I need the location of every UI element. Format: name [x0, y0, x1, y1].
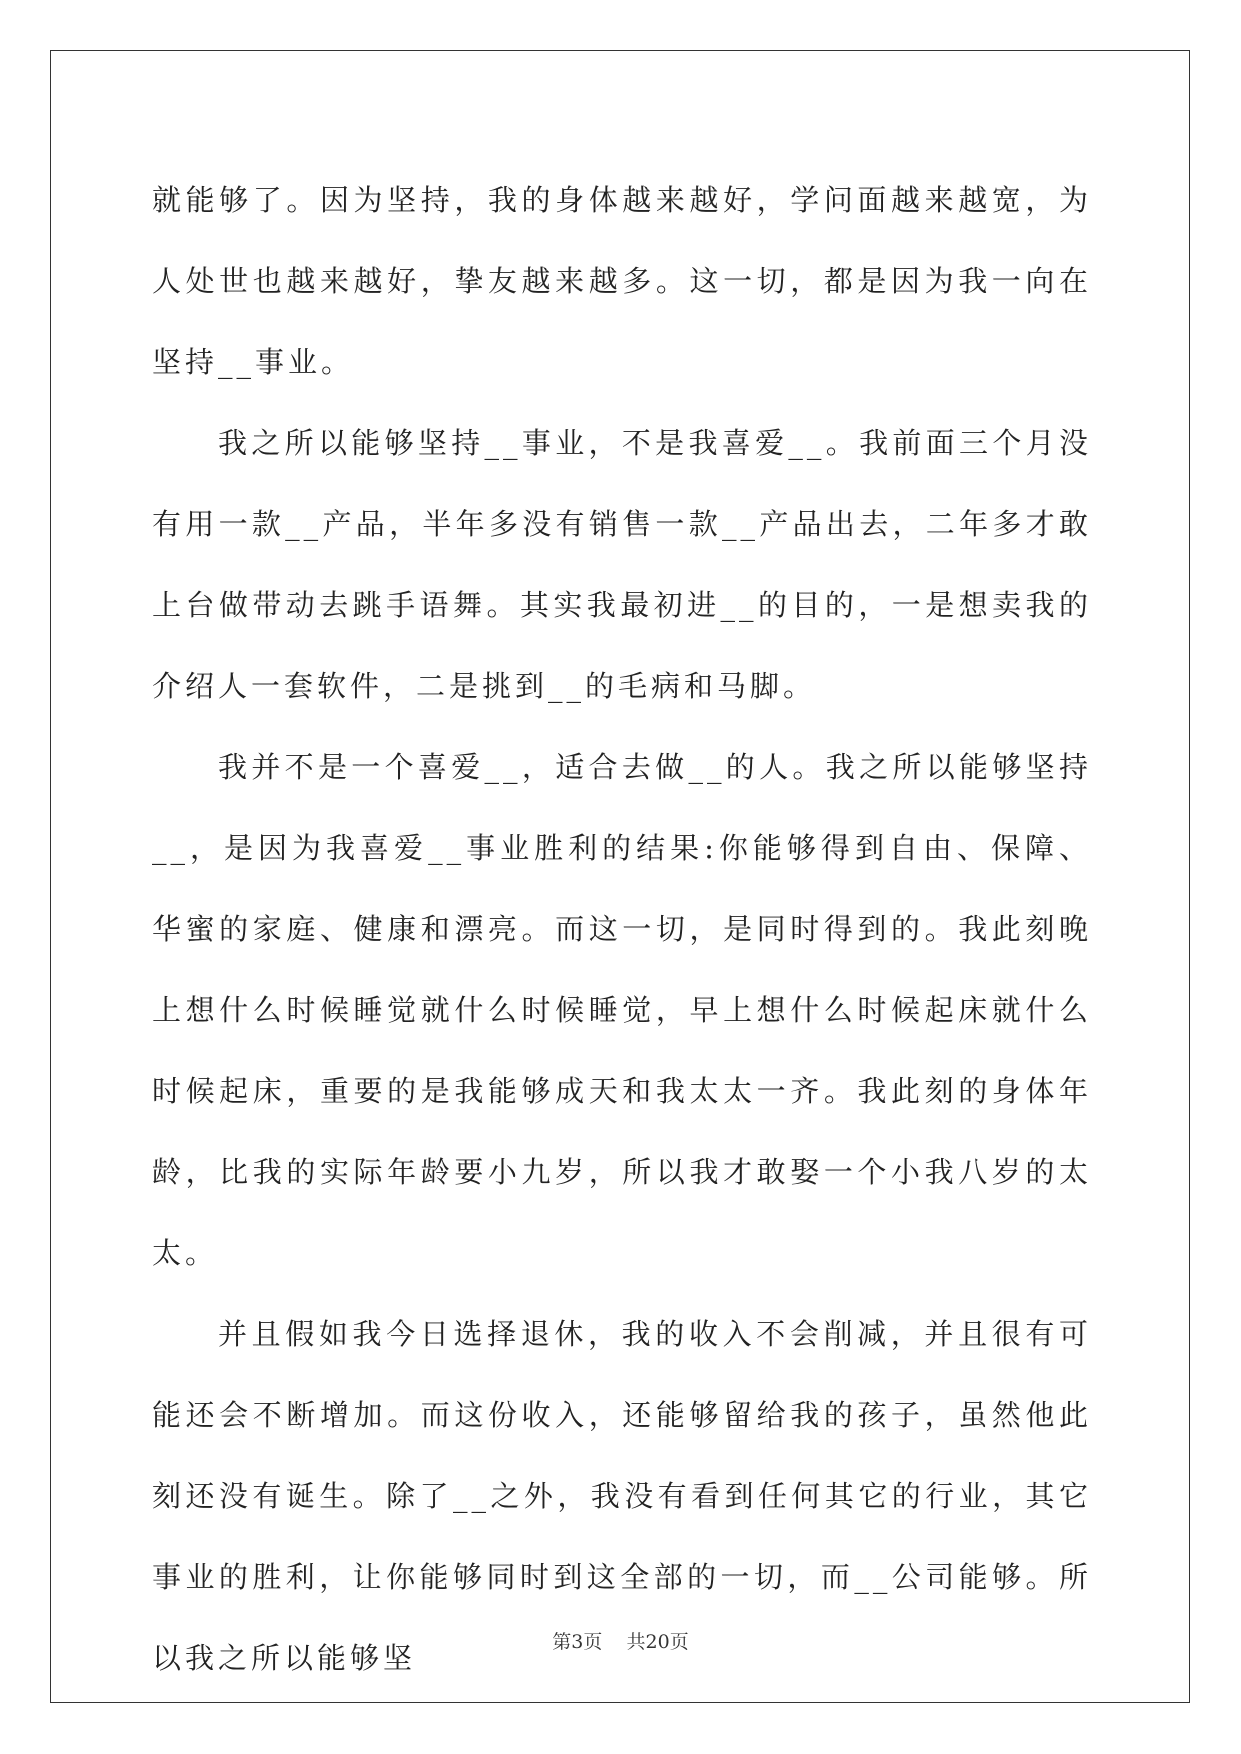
document-body — [152, 160, 1092, 1699]
paragraph-2: 我之所以能够坚持__事业，不是我喜爱__。我前面三个月没有用一款__产品，半年多没有销售一款__产品出去，二年多才敢上台做带动去跳手语舞。其实我最初进__的目的，一是想卖我的介绍人一套软件，二是挑到__的毛病和马脚。 — [152, 426, 1092, 703]
page-footer — [0, 1627, 1241, 1654]
paragraph-3: 我并不是一个喜爱__，适合去做__的人。我之所以能够坚持__，是因为我喜爱__事业胜利的结果:你能够得到自由、保障、华蜜的家庭、健康和漂亮。而这一切，是同时得到的。我此刻晚上想什么时候睡觉就什么时候睡觉，早上想什么时候起床就什么时候起床，重要的是我能够成天和我太太一齐。我此刻的身体年龄，比我的实际年龄要小九岁，所以我才敢娶一个小我八岁的太太。 — [152, 750, 1092, 1270]
page-number: 第3页 — [552, 1631, 603, 1653]
paragraph-4: 并且假如我今日选择退休，我的收入不会削减，并且很有可能还会不断增加。而这份收入，还能够留给我的孩子，虽然他此刻还没有诞生。除了__之外，我没有看到任何其它的行业，其它事业的胜利，让你能够同时到这全部的一切，而__公司能够。所以我之所以能够坚 — [152, 1317, 1092, 1675]
paragraph-1: 就能够了。因为坚持，我的身体越来越好，学问面越来越宽，为人处世也越来越好，挚友越来越多。这一切，都是因为我一向在坚持__事业。 — [152, 183, 1092, 379]
page-total: 共20页 — [626, 1631, 689, 1653]
